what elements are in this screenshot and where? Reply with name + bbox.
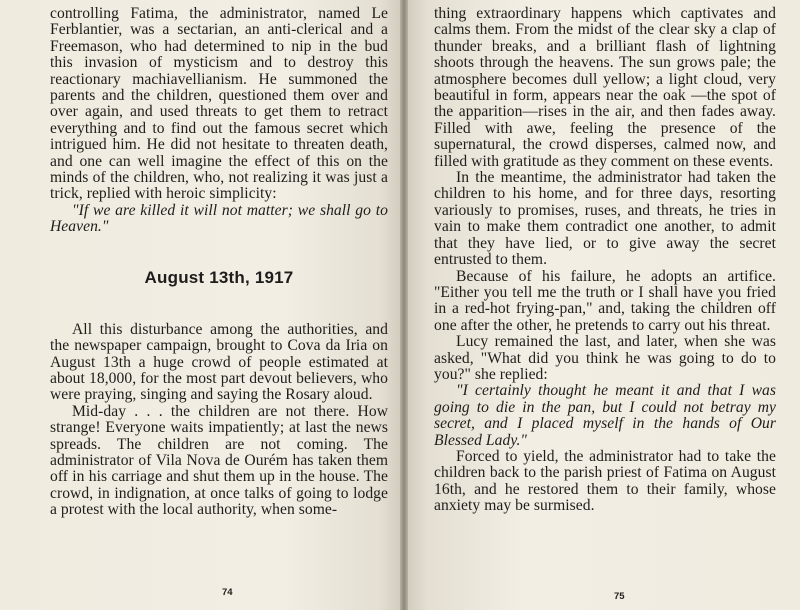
book-gutter [400, 0, 408, 610]
right-page [404, 0, 800, 610]
left-paragraph-1: controlling Fatima, the administrator, named Le Ferblantier, was a sectarian, an anti-clerical and a Freemason, who had determined to nip in the bud this invasion of mysticism and to destroy this reactionary machiavellianism. He summoned the parents and the children, questioned them over and over again, and used threats to get them to retract everything and to find out the famous secret which intrigued him. He did not hesitate to threaten death, and one can well imagine the effect of this on the minds of the children, who, not realizing it was just a trick, replied with heroic simplicity: [50, 5, 388, 203]
right-page-text [434, 6, 776, 515]
right-quote: "I certainly thought he meant it and that I was going to die in the pan, but I could not betray my secret, and I placed myself in the hands of Our Blessed Lady." [434, 382, 776, 449]
right-paragraph-3: Because of his failure, he adopts an artifice. "Either you tell me the truth or I shall have you fried in a red-hot frying-pan," and, taking the children off one after the other, he pretends to carry out his threat. [434, 267, 776, 334]
right-paragraph-2: In the meantime, the administrator had taken the children to his home, and for three days, resorting variously to promises, ruses, and threats, he tries in vain to make them contradict one another, to admit that they have lied, or to give away the secret entrusted to them. [434, 169, 776, 269]
right-page-number: 75 [614, 591, 625, 602]
left-paragraph-3: Mid-day . . . the children are not there. How strange! Everyone waits impatiently; at last the news spreads. The children are not coming. The administrator of Vila Nova de Ourém has taken them off in his carriage and shut them up in the house. The crowd, in indignation, at once talks of going to lodge a protest with the local authority, when some- [50, 402, 388, 519]
left-paragraph-2: All this disturbance among the authorities, and the newspaper campaign, brought to Cova da Iria on August 13th a huge crowd of people estimated at about 18,000, for the most part devout believers, who were praying, singing and saying the Rosary aloud. [50, 320, 388, 404]
right-paragraph-1: thing extraordinary happens which captivates and calms them. From the midst of the clear sky a clap of thunder breaks, and a brilliant flash of lightning shoots through the heavens. The sun grows pale; the atmosphere becomes dull yellow; a light cloud, very beautiful in form, appears near the oak —the spot of the apparition—rises in the air, and then fades away. Filled with awe, feeling the presence of the supernatural, the crowd disperses, calmed now, and filled with gratitude as they comment on these events. [434, 5, 776, 170]
left-quote: "If we are killed it will not matter; we shall go to Heaven." [50, 201, 388, 236]
right-paragraph-5: Forced to yield, the administrator had to take the children back to the parish priest of Fatima on August 16th, and he restored them to their family, whose anxiety may be surmised. [434, 447, 776, 515]
section-heading: August 13th, 1917 [144, 267, 294, 287]
left-page-text [50, 6, 388, 519]
left-page-number: 74 [222, 587, 233, 598]
right-paragraph-4: Lucy remained the last, and later, when she was asked, "What did you think he was going to do to you?" she replied: [434, 333, 776, 383]
